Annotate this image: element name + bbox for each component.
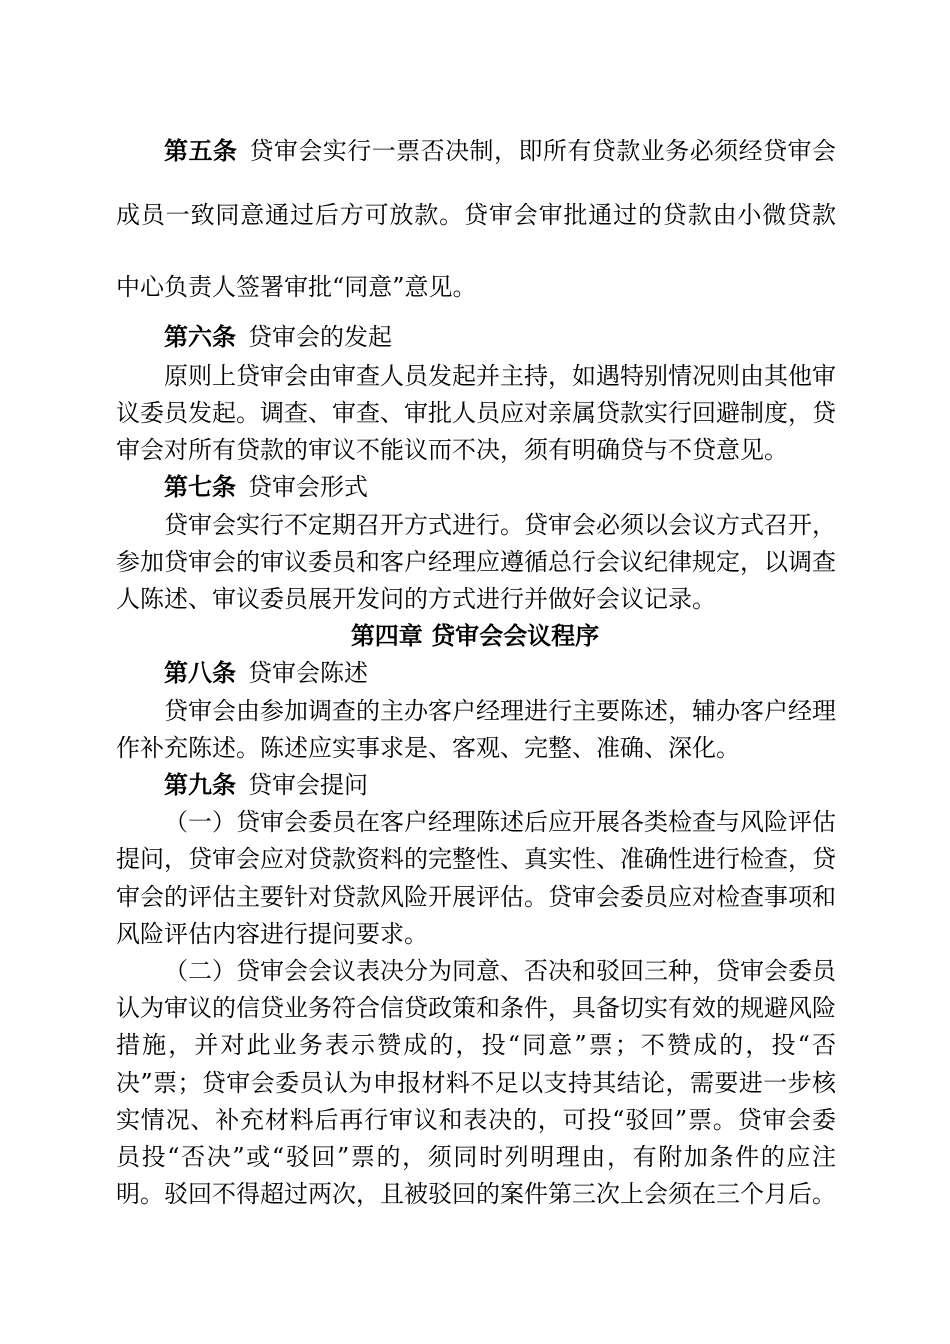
article9-clause2-line-6: 员投“否决”或“驳回”票的，须同时列明理由，有附加条件的应注 xyxy=(116,1143,836,1171)
article5-line-2: 成员一致同意通过后方可放款。贷审会审批通过的贷款由小微贷款 xyxy=(116,201,836,229)
article6-line-2: 议委员发起。调查、审查、审批人员应对亲属贷款实行回避制度，贷 xyxy=(116,399,836,427)
article9-clause2-line-5: 实情况、补充材料后再行审议和表决的，可投“驳回”票。贷审会委 xyxy=(116,1106,836,1134)
article6-heading xyxy=(164,320,836,354)
article5-line-3: 中心负责人签署审批“同意”意见。 xyxy=(116,273,477,301)
article9-clause1-line-1: （一）贷审会委员在客户经理陈述后应开展各类检查与风险评估 xyxy=(164,808,836,836)
article9-clause1-line-3: 审会的评估主要针对贷款风险开展评估。贷审会委员应对检查事项和 xyxy=(116,883,836,911)
article9-clause1-line-4: 风险评估内容进行提问要求。 xyxy=(116,920,428,948)
article7-title: 贷审会形式 xyxy=(248,473,368,501)
article8-label: 第八条 xyxy=(164,658,236,687)
article6-label: 第六条 xyxy=(164,322,236,351)
article7-label: 第七条 xyxy=(164,472,236,501)
article9-clause2-line-2: 认为审议的信贷业务符合信贷政策和条件，具备切实有效的规避风险 xyxy=(116,994,836,1022)
article9-clause2-line-1: （二）贷审会会议表决分为同意、否决和驳回三种，贷审会委员 xyxy=(164,957,836,985)
article5-label: 第五条 xyxy=(164,136,238,165)
article6-line-1: 原则上贷审会由审查人员发起并主持，如遇特别情况则由其他审 xyxy=(164,362,836,390)
article9-heading xyxy=(164,768,836,802)
article8-line-1: 贷审会由参加调查的主办客户经理进行主要陈述，辅办客户经理 xyxy=(164,697,836,725)
article7-heading xyxy=(164,470,836,504)
article9-clause2-line-4: 决”票；贷审会委员认为申报材料不足以支持其结论，需要进一步核 xyxy=(116,1069,836,1097)
article9-label: 第九条 xyxy=(164,770,236,799)
article5-line-1 xyxy=(164,134,836,168)
article7-line-2: 参加贷审会的审议委员和客户经理应遵循总行会议纪律规定，以调查 xyxy=(116,548,836,576)
article8-line-2: 作补充陈述。陈述应实事求是、客观、完整、准确、深化。 xyxy=(116,734,740,762)
article9-title: 贷审会提问 xyxy=(248,771,368,799)
article8-title: 贷审会陈述 xyxy=(248,659,368,687)
article7-line-3: 人陈述、审议委员展开发问的方式进行并做好会议记录。 xyxy=(116,585,716,613)
chapter4-title: 第四章 贷审会会议程序 xyxy=(350,621,600,650)
article8-heading xyxy=(164,656,836,690)
article9-clause2-line-3: 措施，并对此业务表示赞成的，投“同意”票；不赞成的，投“否 xyxy=(116,1031,836,1059)
article9-clause2-line-7: 明。驳回不得超过两次，且被驳回的案件第三次上会须在三个月后。 xyxy=(116,1180,836,1208)
article5-text-1: 贷审会实行一票否决制，即所有贷款业务必须经贷审会 xyxy=(249,137,837,165)
article9-clause1-line-2: 提问，贷审会应对贷款资料的完整性、真实性、准确性进行检查，贷 xyxy=(116,845,836,873)
article6-title: 贷审会的发起 xyxy=(248,323,392,351)
article7-line-1: 贷审会实行不定期召开方式进行。贷审会必须以会议方式召开， xyxy=(164,511,836,539)
article6-line-3: 审会对所有贷款的审议不能议而不决，须有明确贷与不贷意见。 xyxy=(116,436,788,464)
